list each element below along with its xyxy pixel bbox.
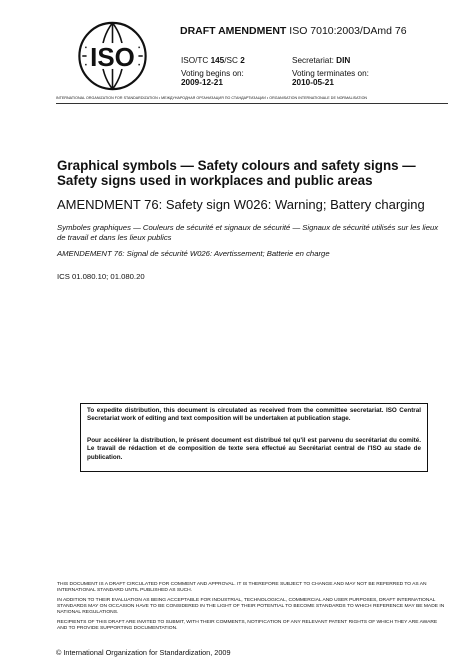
disclaimer-paragraph: RECIPIENTS OF THIS DRAFT ARE INVITED TO SUBMIT, WITH THEIR COMMENTS, NOTIFICATION OF ANY RELEVANT PATENT RIGHTS OF WHICH THEY ARE AWARE AND TO PROVIDE SUPPORTING DOCUMENTATION. xyxy=(57,620,438,632)
notice-english: To expedite distribution, this document is circulated as received from the committee secretariat. ISO Central Secretariat work of editing and text composition will be undertaken at publication stage. xyxy=(87,407,421,423)
secretariat-label: Secretariat: xyxy=(292,56,334,65)
disclaimer-paragraph: IN ADDITION TO THEIR EVALUATION AS BEING ACCEPTABLE FOR INDUSTRIAL, TECHNOLOGICAL, COMMERCIAL AND USER PURPOSES, DRAFT INTERNATIONAL STANDARDS MAY ON OCCASION HAVE TO BE CONSIDERED IN THE LIGHT OF THEIR POTENTIAL TO BECOME STANDARDS TO WHICH REFERENCE MAY BE MADE IN NATIONAL REGULATIONS. xyxy=(57,598,445,616)
committee-sc-number: 2 xyxy=(240,56,245,65)
committee xyxy=(181,56,245,65)
distribution-notice-box xyxy=(80,403,428,472)
logo-text: ISO xyxy=(90,44,135,73)
notice-french: Pour accélérer la distribution, le présent document est distribué tel qu'il est parvenu du secrétariat du comité. Le travail de rédaction et de composition de texte sera effectué au Secrétariat central de l'ISO au stade de publication. xyxy=(87,437,421,461)
document-reference: ISO 7010:2003/DAmd 76 xyxy=(289,25,407,37)
voting-begins-label: Voting begins on: xyxy=(181,69,244,78)
header-rule xyxy=(56,103,448,104)
organization-line: INTERNATIONAL ORGANIZATION FOR STANDARDIZATION • МЕЖДУНАРОДНАЯ ОРГАНИЗАЦИЯ ПО СТАНДАРТИЗАЦИИ • ORGANISATION INTERNATIONALE DE NORMALISATION xyxy=(56,96,368,100)
amendment-title-english: AMENDMENT 76: Safety sign W026: Warning; Battery charging xyxy=(57,197,425,212)
disclaimer-paragraph: THIS DOCUMENT IS A DRAFT CIRCULATED FOR COMMENT AND APPROVAL. IT IS THEREFORE SUBJECT TO CHANGE AND MAY NOT BE REFERRED TO AS AN INTERNATIONAL STANDARD UNTIL PUBLISHED AS SUCH. xyxy=(57,582,427,594)
voting-terminates-label: Voting terminates on: xyxy=(292,69,369,78)
document-title xyxy=(180,25,407,37)
secretariat xyxy=(292,56,350,65)
committee-sc: /SC xyxy=(224,56,238,65)
draft-amendment-label: DRAFT AMENDMENT xyxy=(180,25,287,37)
iso-logo xyxy=(75,20,150,92)
committee-number: 145 xyxy=(210,56,225,65)
voting-terminates-date: 2010-05-21 xyxy=(292,78,334,87)
title-english: Graphical symbols — Safety colours and safety signs — Safety signs used in workplaces and public areas xyxy=(57,158,416,188)
committee-prefix: ISO/TC xyxy=(181,56,209,65)
title-french: Symboles graphiques — Couleurs de sécurité et signaux de sécurité — Signaux de sécurité utilisés sur les lieux de travail et dans les lieux publics xyxy=(57,223,439,242)
copyright-notice: © International Organization for Standardization, 2009 xyxy=(56,648,231,657)
secretariat-value: DIN xyxy=(336,56,351,65)
ics-codes: ICS 01.080.10; 01.080.20 xyxy=(57,272,145,281)
voting-begins-date: 2009-12-21 xyxy=(181,78,223,87)
amendment-title-french: AMENDEMENT 76: Signal de sécurité W026: Avertissement; Batterie en charge xyxy=(57,249,330,258)
